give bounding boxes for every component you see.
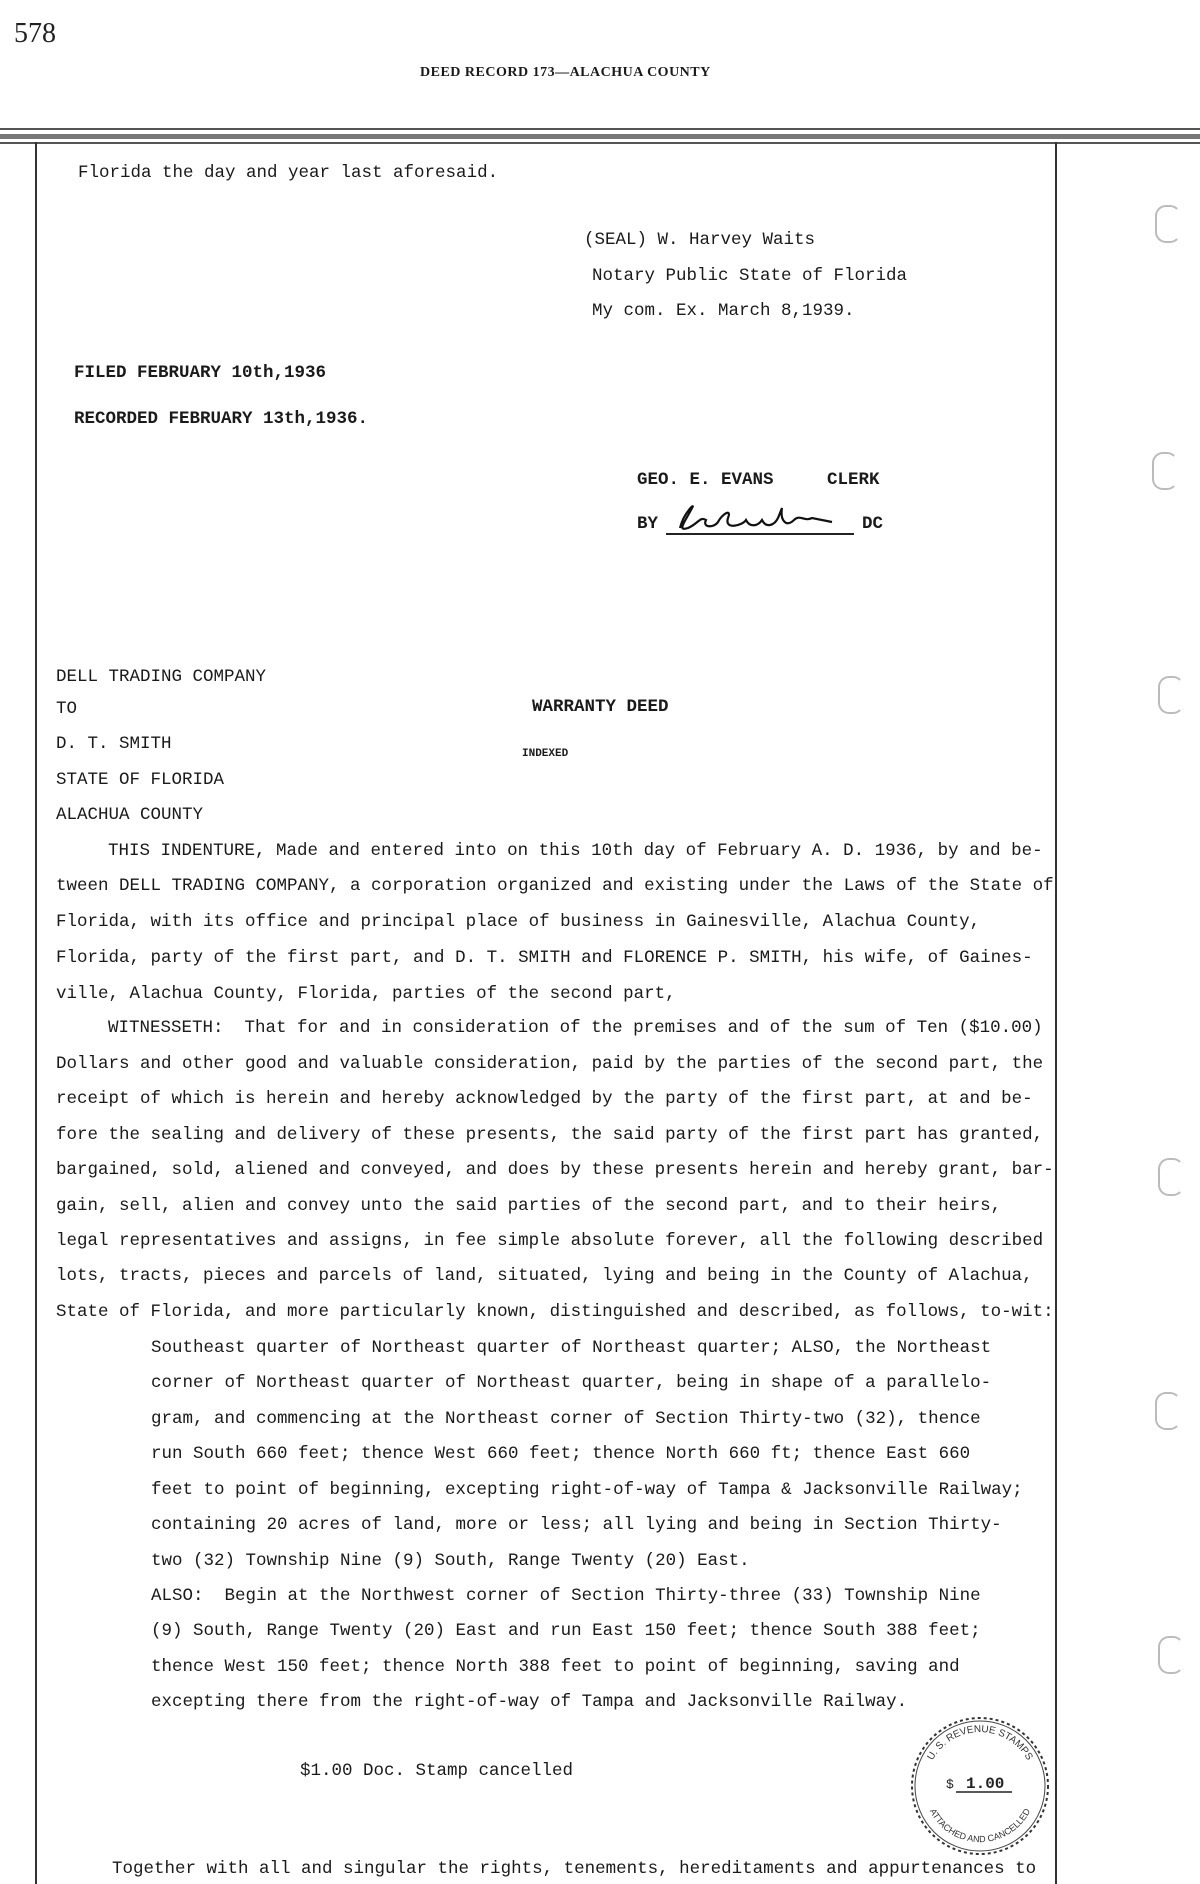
county-label: ALACHUA COUNTY (56, 805, 204, 825)
description-line: Southeast quarter of Northeast quarter of Northeast quarter; ALSO, the Northeast (151, 1338, 992, 1358)
page-header: DEED RECORD 173—ALACHUA COUNTY (420, 65, 711, 80)
body-line: tween DELL TRADING COMPANY, a corporation organized and existing under the Laws of the State of (56, 876, 1054, 896)
header-rule-middle (0, 134, 1200, 139)
revenue-stamp-bottom-text: ATTACHED AND CANCELLED (927, 1806, 1033, 1845)
body-line: THIS INDENTURE, Made and entered into on this 10th day of February A. D. 1936, by and be- (108, 841, 1043, 861)
description-line: gram, and commencing at the Northeast corner of Section Thirty-two (32), thence (151, 1409, 981, 1429)
body-line: lots, tracts, pieces and parcels of land, situated, lying and being in the County of Alachua, (56, 1266, 1033, 1286)
body-line: WITNESSETH: That for and in consideration of the premises and of the sum of Ten ($10.00) (108, 1018, 1043, 1038)
closing-line: Together with all and singular the rights, tenements, hereditaments and appurtenances to (112, 1859, 1037, 1879)
filed-date: FILED FEBRUARY 10th,1936 (74, 363, 327, 383)
header-rule-bottom (0, 142, 1200, 144)
revenue-stamp-currency: $ (946, 1777, 954, 1792)
revenue-stamp-top-text: U. S. REVENUE STAMPS (925, 1723, 1035, 1763)
description-line: thence West 150 feet; thence North 388 feet to point of beginning, saving and (151, 1657, 960, 1677)
clerk-title: CLERK (827, 470, 880, 490)
description-line: corner of Northeast quarter of Northeast quarter, being in shape of a parallelo- (151, 1373, 992, 1393)
description-line: ALSO: Begin at the Northwest corner of Section Thirty-three (33) Township Nine (151, 1586, 981, 1606)
body-line: gain, sell, alien and convey unto the said parties of the second part, and to their heirs, (56, 1196, 1002, 1216)
right-margin-line (1055, 142, 1057, 1884)
state-label: STATE OF FLORIDA (56, 770, 225, 790)
description-line: containing 20 acres of land, more or less; all lying and being in Section Thirty- (151, 1515, 1002, 1535)
recorded-date: RECORDED FEBRUARY 13th,1936. (74, 409, 369, 429)
dc-label: DC (862, 514, 884, 534)
revenue-stamp (910, 1716, 1050, 1856)
notary-commission-line: My com. Ex. March 8,1939. (592, 301, 855, 321)
left-margin-line (35, 142, 37, 1884)
binder-hole (1158, 1158, 1184, 1196)
body-line: Florida, with its office and principal place of business in Gainesville, Alachua County, (56, 912, 981, 932)
description-line: (9) South, Range Twenty (20) East and run East 150 feet; thence South 388 feet; (151, 1621, 981, 1641)
notary-seal-line: (SEAL) W. Harvey Waits (584, 230, 816, 250)
to-label: TO (56, 699, 78, 719)
by-label: BY (637, 514, 659, 534)
description-line: run South 660 feet; thence West 660 feet; thence North 660 ft; thence East 660 (151, 1444, 971, 1464)
body-line: Florida, party of the first part, and D. T. SMITH and FLORENCE P. SMITH, his wife, of Gaines- (56, 948, 1033, 968)
doc-stamp-note: $1.00 Doc. Stamp cancelled (300, 1761, 574, 1781)
page-number: 578 (14, 18, 56, 49)
body-line: bargained, sold, aliened and conveyed, and does by these presents herein and hereby grant, bar- (56, 1160, 1054, 1180)
prior-deed-closing-line: Florida the day and year last aforesaid. (78, 163, 499, 183)
grantor-name: DELL TRADING COMPANY (56, 667, 267, 687)
binder-hole (1158, 676, 1184, 714)
description-line: excepting there from the right-of-way of Tampa and Jacksonville Railway. (151, 1692, 908, 1712)
revenue-stamp-amount: 1.00 (966, 1775, 1005, 1793)
body-line: Dollars and other good and valuable consideration, paid by the parties of the second part, the (56, 1054, 1044, 1074)
body-line: legal representatives and assigns, in fee simple absolute forever, all the following described (56, 1231, 1044, 1251)
description-line: two (32) Township Nine (9) South, Range Twenty (20) East. (151, 1551, 750, 1571)
binder-hole (1158, 1636, 1184, 1674)
binder-hole (1155, 205, 1181, 243)
indexed-stamp: INDEXED (522, 748, 569, 760)
description-line: feet to point of beginning, excepting right-of-way of Tampa & Jacksonville Railway; (151, 1480, 1023, 1500)
body-line: receipt of which is herein and hereby acknowledged by the party of the first part, at and be- (56, 1089, 1033, 1109)
grantee-name: D. T. SMITH (56, 734, 172, 754)
body-line: ville, Alachua County, Florida, parties of the second part, (56, 984, 676, 1004)
body-line: State of Florida, and more particularly known, distinguished and described, as follows, to-wit: (56, 1302, 1054, 1322)
deputy-clerk-signature (662, 498, 858, 540)
body-line: fore the sealing and delivery of these presents, the said party of the first part has granted, (56, 1125, 1044, 1145)
binder-hole (1155, 1392, 1181, 1430)
header-rule-top (0, 128, 1200, 130)
deed-type: WARRANTY DEED (532, 697, 669, 717)
notary-title-line: Notary Public State of Florida (592, 266, 908, 286)
binder-hole (1152, 452, 1178, 490)
clerk-name: GEO. E. EVANS (637, 470, 774, 490)
